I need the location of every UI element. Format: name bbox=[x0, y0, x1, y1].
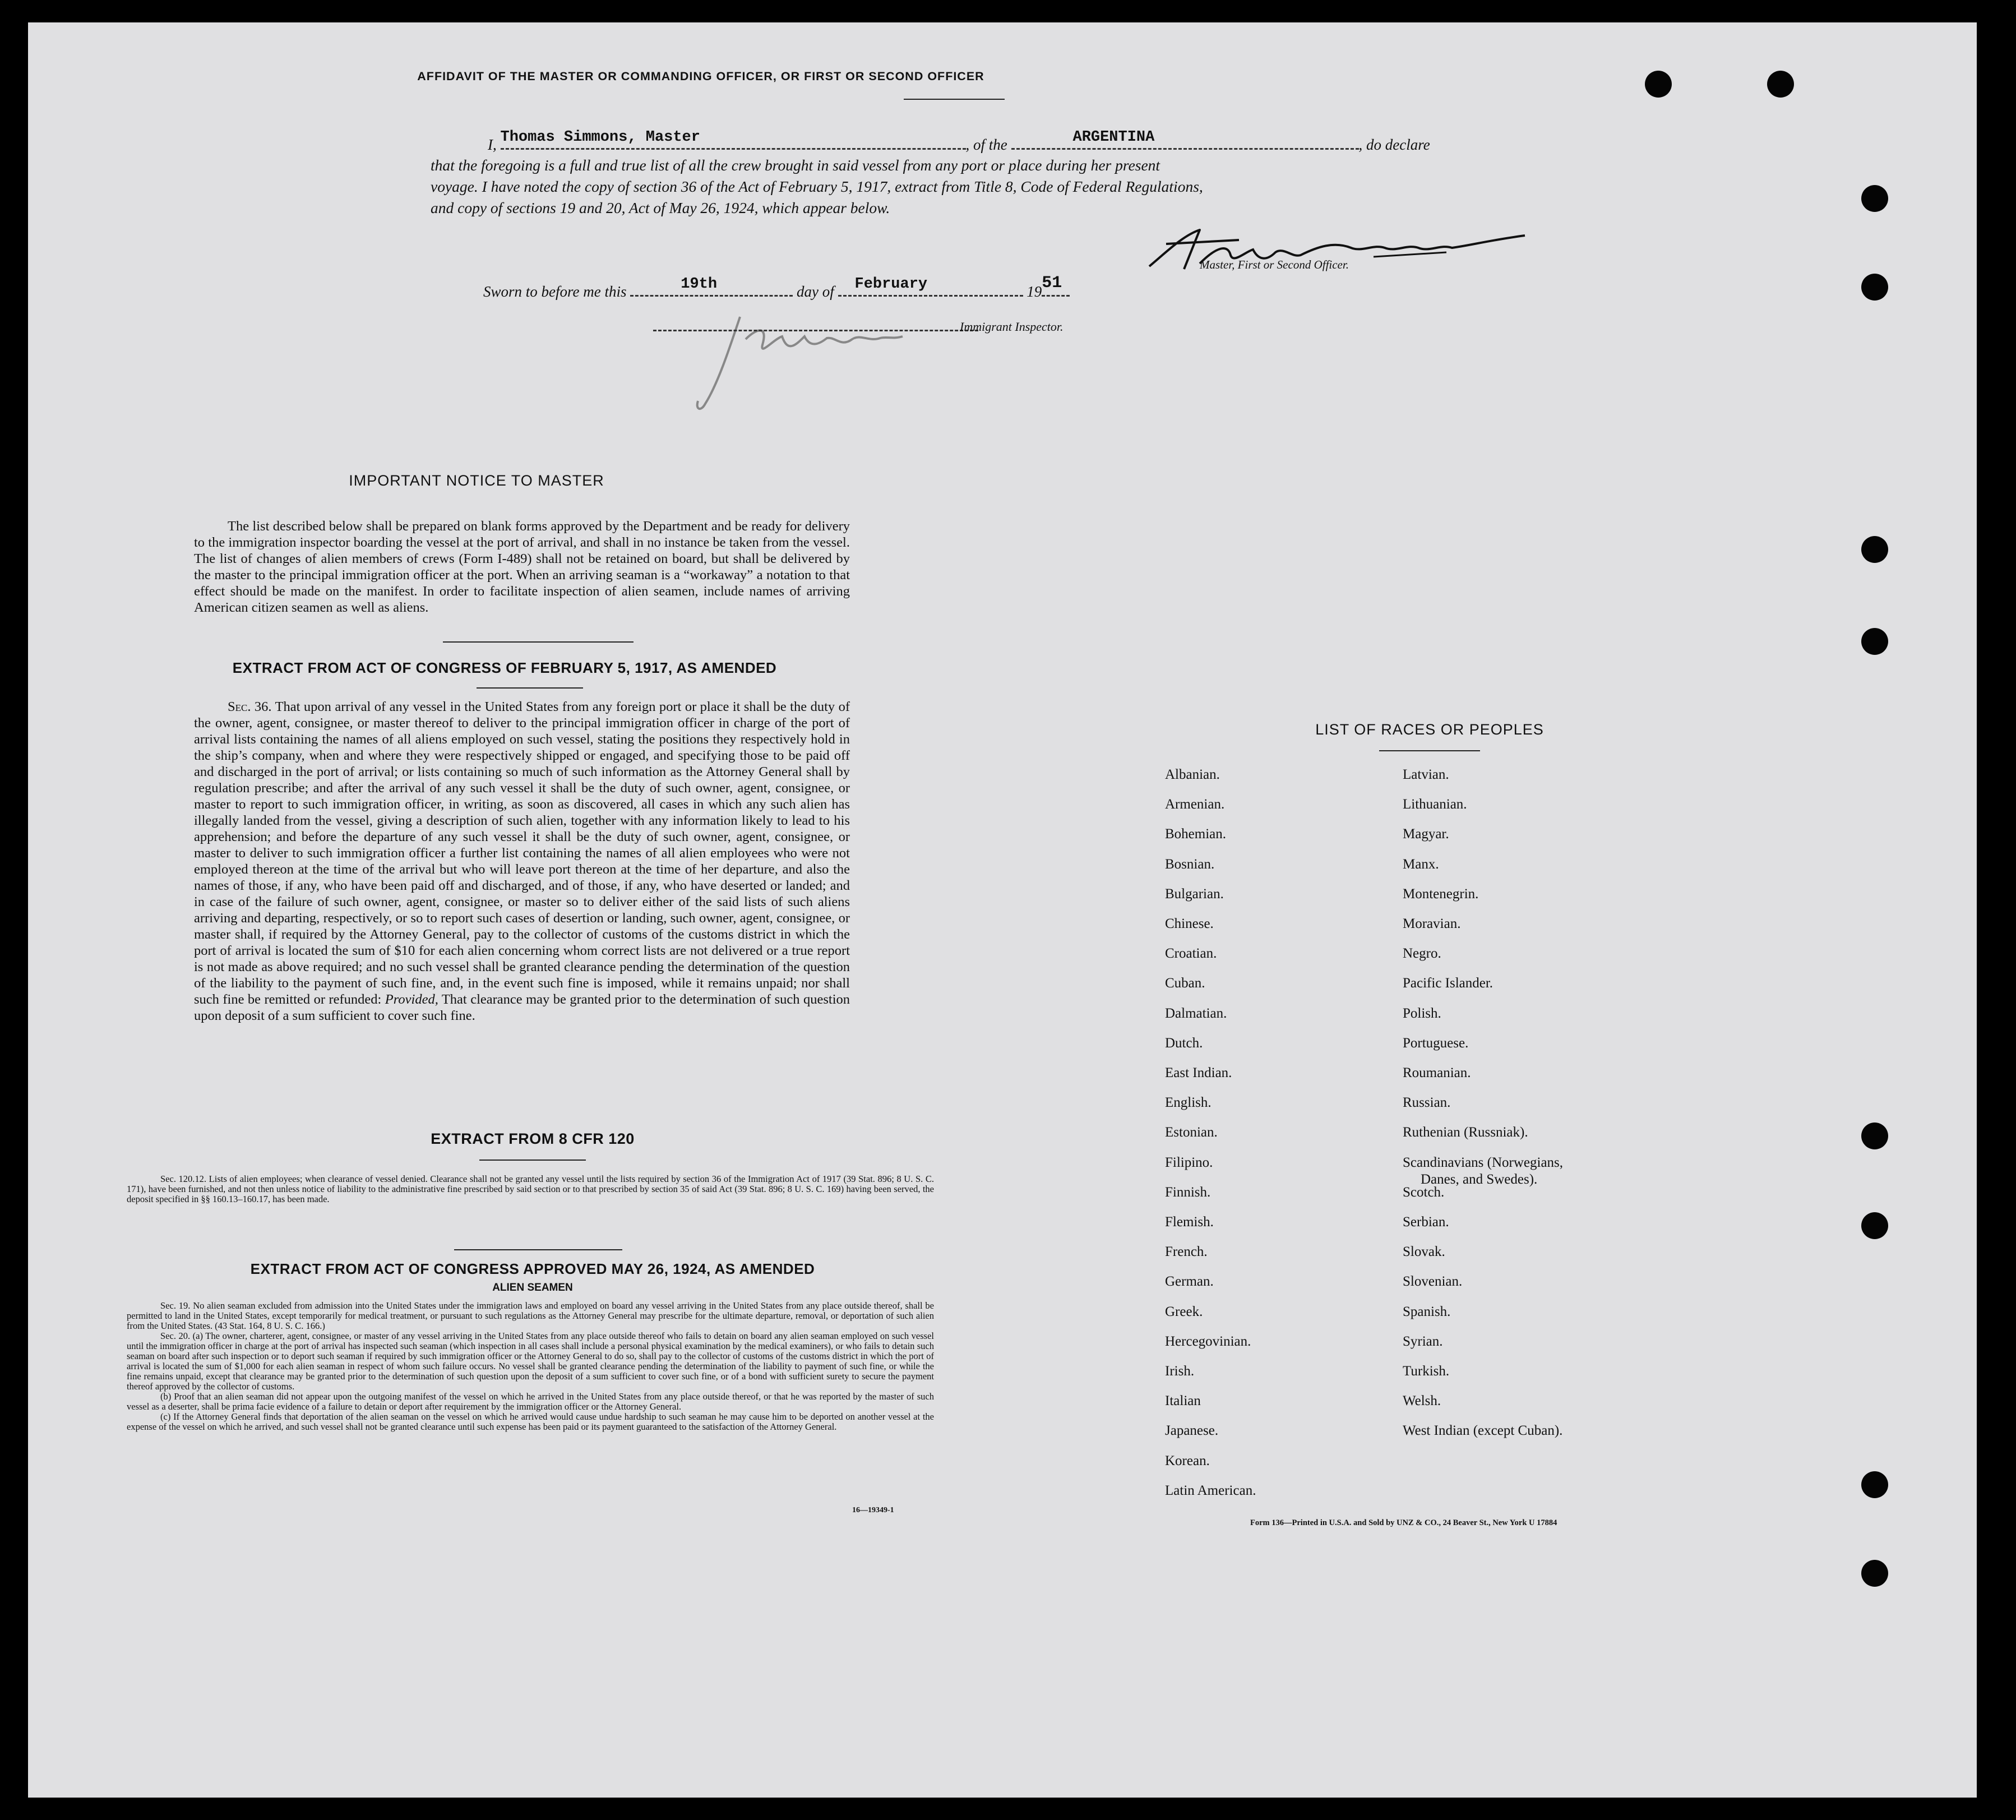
day-value: 19th bbox=[681, 276, 718, 293]
race-item: Latvian. bbox=[1403, 767, 1449, 782]
race-item: Filipino. bbox=[1165, 1154, 1213, 1170]
day-of-label: day of bbox=[797, 283, 834, 300]
punch-hole bbox=[1861, 1560, 1888, 1587]
punch-hole bbox=[1767, 71, 1794, 98]
race-item: Ruthenian (Russniak). bbox=[1403, 1125, 1528, 1140]
sec-19-paragraph: Sec. 19. No alien seaman excluded from admission into the United States under the immigration laws and employed on board any vessel arriving in the United States from any place outside thereof, shall be permitted to land in the United States, except temporarily for medical treatment, or pursuant to such regulations as the Attorney General may prescribe for the ultimate departure, removal, or deportation of such alien from the United States. (43 Stat. 164, 8 U. S. C. 166.) bbox=[127, 1300, 934, 1331]
race-item: German. bbox=[1165, 1274, 1214, 1290]
punch-hole bbox=[1861, 274, 1888, 301]
race-item: Portuguese. bbox=[1403, 1035, 1469, 1051]
race-item: French. bbox=[1165, 1244, 1208, 1260]
race-item: Hercegovinian. bbox=[1165, 1333, 1251, 1349]
race-item: Spanish. bbox=[1403, 1304, 1451, 1319]
race-item: Finnish. bbox=[1165, 1184, 1211, 1200]
declare-label: , do declare bbox=[1358, 136, 1430, 153]
divider bbox=[1379, 750, 1480, 751]
year-field bbox=[1042, 276, 1070, 297]
declaration-line bbox=[488, 129, 1508, 154]
race-item: West Indian (except Cuban). bbox=[1403, 1423, 1563, 1439]
extract-1917-text bbox=[194, 699, 850, 1024]
cfr-paragraph: Sec. 120.12. Lists of alien employees; when clearance of vessel denied. Clearance shall not be granted any vessel until the lists required by section 36 of the Immigration Act of 1917 (39 Stat. 896; 8 U. S. C. 171), have been furnished, and not then unless notice of liability to the administrative fine prescribed by said section or to that prescribed by section 35 of said Act (39 Stat. 896; 8 U. S. C. 169) having been served, the deposit specified in §§ 160.13–160.17, has been made. bbox=[127, 1174, 934, 1204]
punch-hole bbox=[1861, 1212, 1888, 1239]
extract-cfr-text bbox=[127, 1174, 934, 1204]
printer-footer: Form 136—Printed in U.S.A. and Sold by UNZ & CO., 24 Beaver St., New York U 17884 bbox=[1250, 1518, 1557, 1527]
punch-hole bbox=[1861, 1471, 1888, 1498]
race-item: Armenian. bbox=[1165, 797, 1225, 812]
month-value: February bbox=[854, 276, 928, 293]
race-item: Moravian. bbox=[1403, 916, 1461, 931]
section-36-text: That upon arrival of any vessel in the United States from any foreign port or place it shall be the duty of the owner, agent, consignee, or master thereof to deliver to the principal immigration officer in charge of the port of arrival lists containing the names of all aliens employed on such vessel, stating the positions they respectively hold in the ship’s company, when and where they were respectively shipped or engaged, and specifying those to be paid off and discharged in the port of arrival; or lists containing so much of such information as the Attorney General shall by regulation prescribe; and after the arrival of any such vessel it shall be the duty of such owner, agent, consignee, or master to report to such immigration officer, in writing, as soon as discovered, all cases in which any such alien has illegally landed from the vessel, giving a description of such alien, together with any information likely to lead to his apprehension; and before the departure of any such vessel it shall be the duty of such owner, agent, consignee, or master to deliver to such immigration officer a further list containing the names of all alien employees who were not employed thereon at the time of the arrival but who will leave port thereon at the time of her departure, and also the names of those, if any, who have been paid off and discharged, and of those, if any, who have deserted or landed; and in case of the failure of such owner, agent, consignee, or master so to deliver either of the said lists of such aliens arriving and departing, respectively, or so to report such cases of desertion or landing, such owner, agent, consignee, or master shall, if required by the Attorney General, pay to the collector of customs of the customs district in which the port of arrival is located the sum of $10 for each alien concerning whom correct lists are not delivered or a true report is not made as above required; and no such vessel shall be granted clearance pending the determination of the question of the liability to the payment of such fine, and, in the event such fine is imposed, while it remains unpaid; nor shall such fine be remitted or refunded: bbox=[194, 699, 850, 1007]
inspector-line bbox=[653, 330, 978, 331]
divider bbox=[443, 641, 634, 643]
race-item: Korean. bbox=[1165, 1453, 1210, 1468]
divider bbox=[477, 687, 583, 689]
i-label: I, bbox=[488, 136, 497, 153]
race-item: Negro. bbox=[1403, 946, 1441, 962]
punch-hole bbox=[1645, 71, 1672, 98]
race-item: Scotch. bbox=[1403, 1184, 1445, 1200]
extract-1917-title: EXTRACT FROM ACT OF CONGRESS OF FEBRUARY 5, 1917, AS AMENDED bbox=[232, 659, 777, 676]
race-item: Danes, and Swedes). bbox=[1421, 1171, 1538, 1187]
race-item: Bosnian. bbox=[1165, 856, 1215, 872]
race-item: Dalmatian. bbox=[1165, 1005, 1227, 1021]
punch-hole bbox=[1861, 1123, 1888, 1149]
race-item: Scandinavians (Norwegians, bbox=[1403, 1154, 1564, 1170]
month-field bbox=[838, 276, 1023, 297]
declaration-body-line: that the foregoing is a full and true list of all the crew brought in said vessel from any port or place during her present bbox=[431, 156, 1160, 174]
day-field bbox=[630, 276, 793, 297]
master-caption: Master, First or Second Officer. bbox=[1200, 258, 1349, 271]
extract-1924-subtitle: ALIEN SEAMEN bbox=[492, 1282, 573, 1294]
race-item: Lithuanian. bbox=[1403, 797, 1467, 812]
declaration-body bbox=[431, 155, 1529, 219]
race-item: Cuban. bbox=[1165, 976, 1205, 991]
sec-20b-paragraph: (b) Proof that an alien seaman did not appear upon the outgoing manifest of the vessel on which he arrived in the United States from any place outside thereof, or that he was reported by the master of such vessel as a deserter, shall be prima facie evidence of a failure to detain or deport after requirement by the immigration officer or the Attorney General. bbox=[127, 1391, 934, 1412]
punch-hole bbox=[1861, 536, 1888, 563]
master-name-value: Thomas Simmons, Master bbox=[500, 129, 700, 146]
declaration-body-line: voyage. I have noted the copy of section 36 of the Act of February 5, 1917, extract from Title 8, Code of Federal Regulations, bbox=[431, 178, 1203, 195]
inspector-caption: Immigrant Inspector. bbox=[960, 320, 1064, 334]
race-item: Slovak. bbox=[1403, 1244, 1445, 1260]
race-item: Magyar. bbox=[1403, 826, 1449, 842]
race-item: Japanese. bbox=[1165, 1423, 1219, 1439]
punch-hole bbox=[1861, 185, 1888, 212]
year-value: 51 bbox=[1042, 274, 1062, 293]
punch-hole bbox=[1861, 628, 1888, 655]
race-item: Russian. bbox=[1403, 1095, 1451, 1111]
race-item: Flemish. bbox=[1165, 1214, 1214, 1230]
vessel-name-field bbox=[1011, 129, 1359, 150]
vessel-name-value: ARGENTINA bbox=[1072, 129, 1155, 146]
race-item: Estonian. bbox=[1165, 1125, 1218, 1140]
race-item: Bulgarian. bbox=[1165, 886, 1224, 902]
form-code: 16—19349-1 bbox=[852, 1506, 894, 1514]
year-prefix: 19 bbox=[1027, 283, 1042, 300]
race-item: Turkish. bbox=[1403, 1364, 1450, 1379]
race-item: Montenegrin. bbox=[1403, 886, 1479, 902]
race-item: Albanian. bbox=[1165, 767, 1220, 782]
sec-20a-paragraph: Sec. 20. (a) The owner, charterer, agent, consignee, or master of any vessel arriving in the United States from any place outside thereof who fails to detain on board any alien seaman employed on such vessel until the immigration officer in charge at the port of arrival has inspected such seaman (which inspection in all cases shall include a personal physical examination by the medical examiners), or who fails to detain such seaman on board after such inspection or to deport such seaman if required by such immigration officer or the Attorney General to do so, shall pay to the collector of customs of the customs district in which the port of arrival is located the sum of $1,000 for each alien seaman in respect of whom such failure occurs. No vessel shall be granted clearance pending the determination of the liability to payment of such fine, or while the fine remains unpaid, except that clearance may be granted prior to the determination of such question upon the deposit of a sum sufficient to cover such fine, or of a bond with sufficient surety to secure the payment thereof approved by the collector of customs. bbox=[127, 1331, 934, 1392]
race-item: East Indian. bbox=[1165, 1065, 1232, 1080]
sec-20c-paragraph: (c) If the Attorney General finds that deportation of the alien seaman on the vessel on which he arrived would cause undue hardship to such seaman he may cause him to be deported on another vessel at the expense of the vessel on which he arrived, and such vessel shall not be granted clearance until such expense has been paid or its payment guaranteed to the satisfaction of the Attorney General. bbox=[127, 1411, 934, 1432]
race-item: Dutch. bbox=[1165, 1035, 1203, 1051]
race-item: Greek. bbox=[1165, 1304, 1203, 1319]
race-item: Italian bbox=[1165, 1393, 1201, 1409]
section-36-text-end: That clearance may be granted prior to the determination of such question upon deposit of a sum sufficient to cover such fine. bbox=[194, 992, 850, 1023]
race-item: Latin American. bbox=[1165, 1482, 1256, 1498]
extract-1924-title: EXTRACT FROM ACT OF CONGRESS APPROVED MAY 26, 1924, AS AMENDED bbox=[250, 1260, 815, 1277]
inspector-signature bbox=[673, 306, 964, 418]
race-item: Manx. bbox=[1403, 856, 1439, 872]
race-item: Syrian. bbox=[1403, 1333, 1443, 1349]
race-item: Chinese. bbox=[1165, 916, 1214, 931]
race-item: Polish. bbox=[1403, 1005, 1441, 1021]
notice-paragraph: The list described below shall be prepared on blank forms approved by the Department and be ready for delivery to the immigration inspector boarding the vessel at the port of arrival, and shall in no instance be taken from the vessel. The list of changes of alien members of crews (Form I-489) shall not be retained on board, but shall be delivered by the master to the principal immigration officer at the port. When an arriving seaman is a “workaway” a notation to that effect should be made on the manifest. In order to facilitate inspection of alien seamen, include names of arriving American citizen seamen as well as aliens. bbox=[194, 519, 850, 615]
race-item: Slovenian. bbox=[1403, 1274, 1463, 1290]
notice-title: IMPORTANT NOTICE TO MASTER bbox=[349, 472, 604, 489]
race-item: Irish. bbox=[1165, 1364, 1195, 1379]
of-the-label: , of the bbox=[965, 136, 1007, 153]
extract-1924-text bbox=[127, 1301, 934, 1432]
document-page bbox=[28, 22, 1977, 1798]
sworn-label: Sworn to before me this bbox=[483, 283, 627, 300]
provided-label: Provided, bbox=[385, 992, 438, 1007]
race-item: Welsh. bbox=[1403, 1393, 1441, 1409]
divider bbox=[454, 1249, 622, 1250]
race-item: English. bbox=[1165, 1095, 1212, 1111]
master-name-field bbox=[501, 129, 966, 150]
declaration-body-line: and copy of sections 19 and 20, Act of May 26, 1924, which appear below. bbox=[431, 199, 890, 216]
extract-cfr-title: EXTRACT FROM 8 CFR 120 bbox=[431, 1130, 635, 1147]
notice-text bbox=[194, 518, 850, 616]
race-item: Serbian. bbox=[1403, 1214, 1449, 1230]
divider bbox=[479, 1160, 586, 1161]
race-item: Bohemian. bbox=[1165, 826, 1227, 842]
race-item: Pacific Islander. bbox=[1403, 976, 1493, 991]
title-underline bbox=[904, 99, 1005, 100]
sworn-line bbox=[483, 276, 1268, 301]
race-item: Croatian. bbox=[1165, 946, 1217, 962]
section-label: Sec. 36. bbox=[228, 699, 272, 714]
races-title: LIST OF RACES OR PEOPLES bbox=[1315, 721, 1544, 738]
race-item: Roumanian. bbox=[1403, 1065, 1471, 1080]
affidavit-title: AFFIDAVIT OF THE MASTER OR COMMANDING OFFICER, OR FIRST OR SECOND OFFICER bbox=[417, 70, 984, 83]
